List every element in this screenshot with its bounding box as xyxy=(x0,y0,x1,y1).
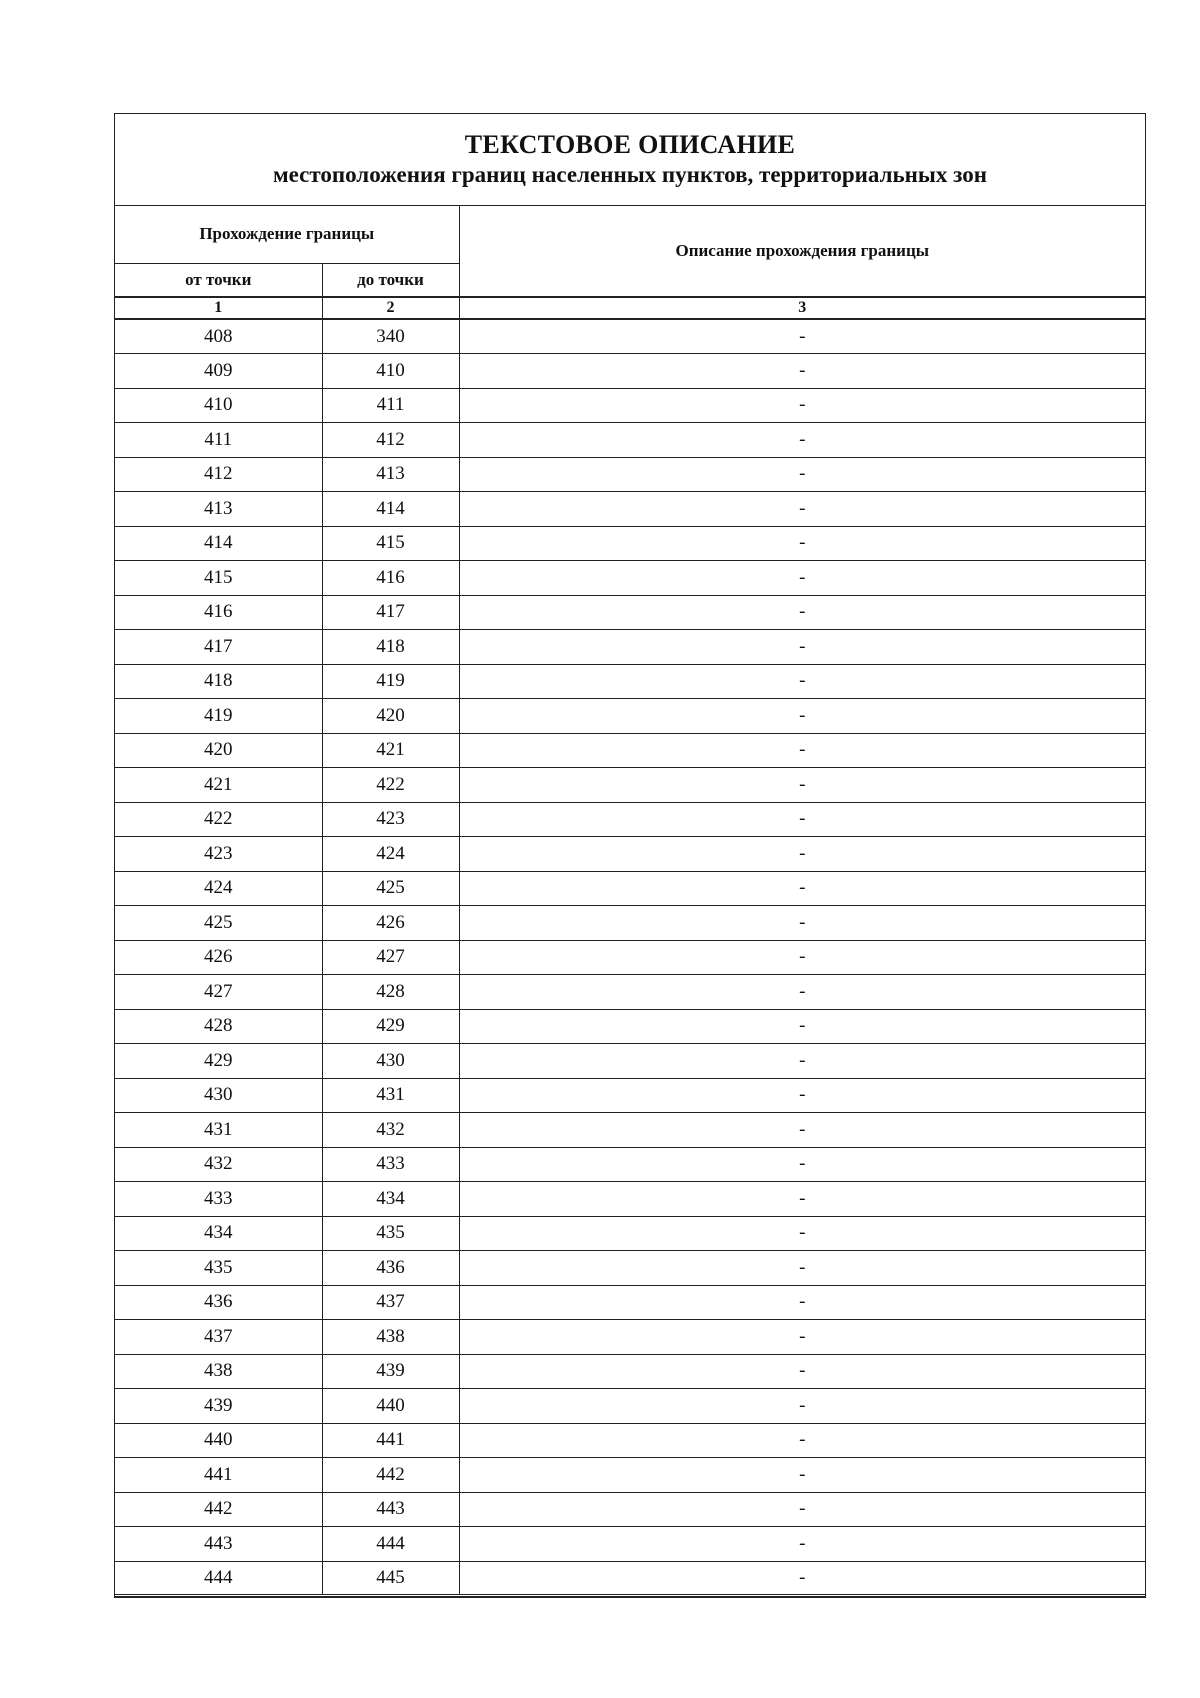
cell-to-point: 440 xyxy=(322,1389,459,1424)
cell-to-point: 427 xyxy=(322,940,459,975)
cell-description: - xyxy=(459,1113,1145,1148)
cell-to-point: 431 xyxy=(322,1078,459,1113)
table-row xyxy=(115,1285,1145,1320)
cell-from-point: 442 xyxy=(115,1492,322,1527)
cell-from-point: 431 xyxy=(115,1113,322,1148)
cell-from-point: 421 xyxy=(115,768,322,803)
cell-from-point: 437 xyxy=(115,1320,322,1355)
cell-to-point: 422 xyxy=(322,768,459,803)
table-row xyxy=(115,1527,1145,1562)
cell-to-point: 424 xyxy=(322,837,459,872)
cell-from-point: 417 xyxy=(115,630,322,665)
table-row xyxy=(115,906,1145,941)
table-row xyxy=(115,457,1145,492)
table-row xyxy=(115,871,1145,906)
cell-description: - xyxy=(459,940,1145,975)
table-row xyxy=(115,1423,1145,1458)
table-row xyxy=(115,561,1145,596)
header-to-point: до точки xyxy=(322,263,459,297)
cell-description: - xyxy=(459,1354,1145,1389)
table-row xyxy=(115,1009,1145,1044)
cell-to-point: 416 xyxy=(322,561,459,596)
cell-from-point: 430 xyxy=(115,1078,322,1113)
header-description: Описание прохождения границы xyxy=(459,206,1145,297)
cell-to-point: 415 xyxy=(322,526,459,561)
cell-description: - xyxy=(459,975,1145,1010)
cell-description: - xyxy=(459,837,1145,872)
cell-from-point: 428 xyxy=(115,1009,322,1044)
cell-description: - xyxy=(459,1389,1145,1424)
cell-to-point: 340 xyxy=(322,319,459,354)
cell-from-point: 420 xyxy=(115,733,322,768)
cell-description: - xyxy=(459,595,1145,630)
cell-to-point: 413 xyxy=(322,457,459,492)
cell-description: - xyxy=(459,354,1145,389)
cell-description: - xyxy=(459,423,1145,458)
cell-from-point: 434 xyxy=(115,1216,322,1251)
table-row xyxy=(115,837,1145,872)
cell-to-point: 442 xyxy=(322,1458,459,1493)
cell-to-point: 441 xyxy=(322,1423,459,1458)
cell-description: - xyxy=(459,1044,1145,1079)
boundary-description-sheet xyxy=(114,113,1146,1598)
cell-to-point: 435 xyxy=(322,1216,459,1251)
table-row xyxy=(115,1113,1145,1148)
header-boundary-passage: Прохождение границы xyxy=(115,206,459,263)
cell-to-point: 444 xyxy=(322,1527,459,1562)
table-row xyxy=(115,354,1145,389)
cell-from-point: 425 xyxy=(115,906,322,941)
cell-description: - xyxy=(459,561,1145,596)
table-row xyxy=(115,733,1145,768)
cell-description: - xyxy=(459,1147,1145,1182)
title-block xyxy=(115,114,1145,206)
cell-description: - xyxy=(459,1423,1145,1458)
table-row xyxy=(115,595,1145,630)
cell-description: - xyxy=(459,1320,1145,1355)
header-from-point: от точки xyxy=(115,263,322,297)
cell-from-point: 427 xyxy=(115,975,322,1010)
cell-from-point: 441 xyxy=(115,1458,322,1493)
cell-to-point: 412 xyxy=(322,423,459,458)
table-row xyxy=(115,1354,1145,1389)
cell-description: - xyxy=(459,319,1145,354)
cell-to-point: 426 xyxy=(322,906,459,941)
table-row xyxy=(115,423,1145,458)
cell-to-point: 425 xyxy=(322,871,459,906)
table-row xyxy=(115,1320,1145,1355)
table-row xyxy=(115,1492,1145,1527)
cell-from-point: 409 xyxy=(115,354,322,389)
cell-description: - xyxy=(459,871,1145,906)
cell-to-point: 432 xyxy=(322,1113,459,1148)
cell-description: - xyxy=(459,1285,1145,1320)
cell-to-point: 410 xyxy=(322,354,459,389)
cell-to-point: 430 xyxy=(322,1044,459,1079)
cell-from-point: 439 xyxy=(115,1389,322,1424)
table-row xyxy=(115,1561,1145,1596)
table-row xyxy=(115,1078,1145,1113)
cell-to-point: 411 xyxy=(322,388,459,423)
cell-from-point: 418 xyxy=(115,664,322,699)
cell-to-point: 421 xyxy=(322,733,459,768)
cell-to-point: 414 xyxy=(322,492,459,527)
cell-from-point: 412 xyxy=(115,457,322,492)
cell-to-point: 423 xyxy=(322,802,459,837)
cell-to-point: 418 xyxy=(322,630,459,665)
cell-from-point: 424 xyxy=(115,871,322,906)
table-row xyxy=(115,492,1145,527)
cell-from-point: 435 xyxy=(115,1251,322,1286)
table-row xyxy=(115,319,1145,354)
cell-from-point: 410 xyxy=(115,388,322,423)
cell-to-point: 438 xyxy=(322,1320,459,1355)
cell-from-point: 436 xyxy=(115,1285,322,1320)
table-row xyxy=(115,1458,1145,1493)
cell-from-point: 440 xyxy=(115,1423,322,1458)
cell-to-point: 434 xyxy=(322,1182,459,1217)
cell-from-point: 413 xyxy=(115,492,322,527)
cell-description: - xyxy=(459,906,1145,941)
boundary-table xyxy=(115,206,1145,1597)
cell-description: - xyxy=(459,1216,1145,1251)
table-row xyxy=(115,388,1145,423)
cell-from-point: 408 xyxy=(115,319,322,354)
cell-from-point: 444 xyxy=(115,1561,322,1596)
cell-from-point: 416 xyxy=(115,595,322,630)
cell-from-point: 429 xyxy=(115,1044,322,1079)
cell-from-point: 411 xyxy=(115,423,322,458)
cell-description: - xyxy=(459,1251,1145,1286)
cell-description: - xyxy=(459,492,1145,527)
column-number-3: 3 xyxy=(459,297,1145,319)
cell-description: - xyxy=(459,1492,1145,1527)
cell-from-point: 432 xyxy=(115,1147,322,1182)
cell-to-point: 445 xyxy=(322,1561,459,1596)
document-subtitle: местоположения границ населенных пунктов, территориальных зон xyxy=(273,162,987,187)
table-row xyxy=(115,664,1145,699)
cell-description: - xyxy=(459,388,1145,423)
cell-description: - xyxy=(459,733,1145,768)
table-row xyxy=(115,526,1145,561)
cell-to-point: 436 xyxy=(322,1251,459,1286)
cell-description: - xyxy=(459,1561,1145,1596)
cell-description: - xyxy=(459,768,1145,803)
cell-to-point: 417 xyxy=(322,595,459,630)
cell-description: - xyxy=(459,1458,1145,1493)
cell-description: - xyxy=(459,526,1145,561)
cell-description: - xyxy=(459,1009,1145,1044)
cell-from-point: 438 xyxy=(115,1354,322,1389)
cell-from-point: 443 xyxy=(115,1527,322,1562)
table-row xyxy=(115,940,1145,975)
table-row xyxy=(115,630,1145,665)
cell-from-point: 415 xyxy=(115,561,322,596)
cell-description: - xyxy=(459,664,1145,699)
cell-to-point: 443 xyxy=(322,1492,459,1527)
cell-to-point: 433 xyxy=(322,1147,459,1182)
cell-to-point: 437 xyxy=(322,1285,459,1320)
cell-description: - xyxy=(459,1182,1145,1217)
cell-description: - xyxy=(459,630,1145,665)
cell-description: - xyxy=(459,802,1145,837)
table-row xyxy=(115,1182,1145,1217)
table-row xyxy=(115,1044,1145,1079)
table-row xyxy=(115,768,1145,803)
table-row xyxy=(115,1147,1145,1182)
cell-to-point: 420 xyxy=(322,699,459,734)
cell-from-point: 422 xyxy=(115,802,322,837)
cell-description: - xyxy=(459,699,1145,734)
cell-from-point: 419 xyxy=(115,699,322,734)
table-row xyxy=(115,975,1145,1010)
cell-to-point: 428 xyxy=(322,975,459,1010)
cell-description: - xyxy=(459,457,1145,492)
table-row xyxy=(115,699,1145,734)
cell-from-point: 414 xyxy=(115,526,322,561)
column-number-2: 2 xyxy=(322,297,459,319)
document-title: ТЕКСТОВОЕ ОПИСАНИЕ xyxy=(464,130,796,159)
cell-description: - xyxy=(459,1527,1145,1562)
cell-from-point: 423 xyxy=(115,837,322,872)
cell-to-point: 419 xyxy=(322,664,459,699)
column-number-1: 1 xyxy=(115,297,322,319)
table-row xyxy=(115,1216,1145,1251)
cell-from-point: 426 xyxy=(115,940,322,975)
table-row xyxy=(115,1389,1145,1424)
table-row xyxy=(115,1251,1145,1286)
table-row xyxy=(115,802,1145,837)
cell-to-point: 429 xyxy=(322,1009,459,1044)
cell-to-point: 439 xyxy=(322,1354,459,1389)
table-body xyxy=(115,319,1145,1596)
cell-from-point: 433 xyxy=(115,1182,322,1217)
cell-description: - xyxy=(459,1078,1145,1113)
